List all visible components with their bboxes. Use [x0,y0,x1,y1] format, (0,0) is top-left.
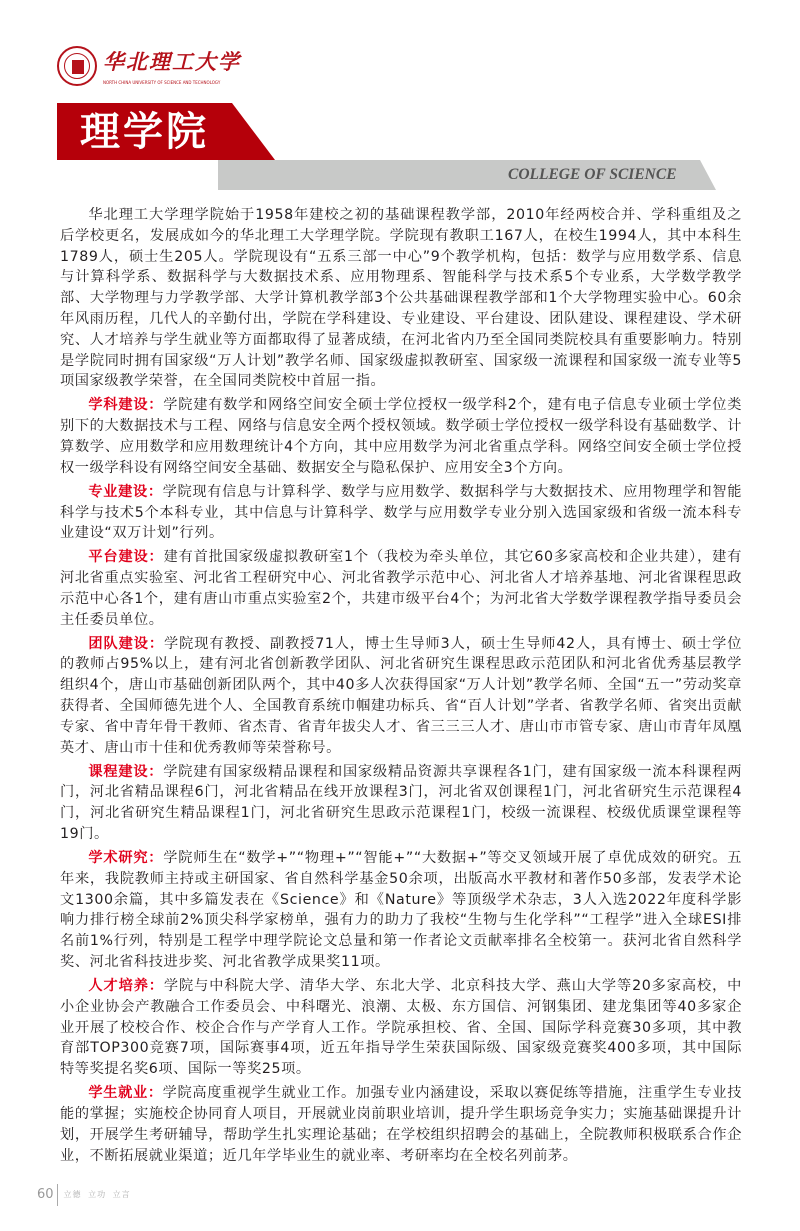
page-subtitle: COLLEGE OF SCIENCE [508,166,677,183]
page-footer [37,1170,800,1206]
intro-paragraph: 华北理工大学理学院始于1958年建校之初的基础课程教学部，2010年经两校合并、学科重组及之后学校更名，发展成如今的华北理工大学理学院。学院现有教职工167人，在校生1994人，其中本科生1789人，硕士生205人。学院现设有“五系三部一中心”9个教学机构，包括：数学与应用数学系、信息与计算科学系、数据科学与大数据技术系、应用物理系、智能科学与技术系5个专业系，大学数学教学部、大学物理与力学教学部、大学计算机教学部3个公共基础课程教学部和1个大学物理实验中心。60余年风雨历程，几代人的辛勤付出，学院在学科建设、专业建设、平台建设、团队建设、课程建设、学术研究、人才培养与学生就业等方面都取得了显著成绩，在河北省内乃至全国同类院校具有重要影响力。特别是学院同时拥有国家级“万人计划”教学名师、国家级虚拟教研室、国家级一流课程和国家级一流专业等5项国家级教学荣誉，在全国同类院校中首屈一指。 [60,207,742,390]
page-title: 理学院 [80,109,209,155]
section-paragraph [60,395,742,478]
university-logo [57,46,241,86]
section-text: 学院建有数学和网络空间安全硕士学位授权一级学科2个，建有电子信息专业硕士学位类别下的大数据技术与工程、网络与信息安全两个授权领域。数学硕士学位授权一级学科设有基础数学、计算数学、应用数学和应用数理统计4个方向，其中应用数学为河北省重点学科。网络空间安全硕士学位授权一级学科设有网络空间安全基础、数据安全与隐私保护、应用安全3个方向。 [60,397,742,476]
section-text: 学院现有信息与计算科学、数学与应用数学、数据科学与大数据技术、应用物理学和智能科学与技术5个本科专业，其中信息与计算科学、数学与应用数学专业分别入选国家级和省级一流本科专业建设“双万计划”行列。 [60,483,742,542]
section-label: 学生就业： [88,1085,163,1102]
footer-divider [57,1184,58,1206]
section-paragraph [60,482,742,544]
logo-chinese-name: 华北理工大学 [103,48,241,74]
section-label: 课程建设： [88,763,164,780]
section-paragraph [60,848,742,973]
section-text: 学院现有教授、副教授71人，博士生导师3人，硕士生导师42人，具有博士、硕士学位的教师占95%以上，建有河北省创新教学团队、河北省研究生课程思政示范团队和河北省优秀基层教学组织4个，唐山市基础创新团队两个，其中40多人次获得国家“万人计划”教学名师、全国“五一”劳动奖章获得者、全国师德先进个人、全国教育系统巾帼建功标兵、省“百人计划”学者、省教学名师、省突出贡献专家、省中青年骨干教师、省杰青、省青年拔尖人才、省三三三人才、唐山市市管专家、唐山市青年凤凰英才、唐山市十佳和优秀教师等荣誉称号。 [60,635,742,756]
page-number: 60 [37,1186,54,1202]
section-text: 学院与中科院大学、清华大学、东北大学、北京科技大学、燕山大学等20多家高校，中小企业协会产教融合工作委员会、中科曙光、浪潮、太极、东方国信、河钢集团、建龙集团等40多家企业开展了校校合作、校企合作与产学育人工作。学院承担校、省、全国、国际学科竞赛30多项，其中教育部TOP300竞赛7项，国际赛事4项，近五年指导学生荣获国际级、国家级竞赛奖400多项，其中国际特等奖提名奖6项、国际一等奖25项。 [60,978,742,1078]
section-paragraph [60,762,742,845]
section-text: 学院高度重视学生就业工作。加强专业内涵建设，采取以赛促练等措施，注重学生专业技能的掌握；实施校企协同育人项目，开展就业岗前职业培训，提升学生职场竞争实力；实施基础课提升计划，开展学生考研辅导，帮助学生扎实理论基础；在学校组织招聘会的基础上，全院教师积极联系合作企业，不断拓展就业渠道；近几年学毕业生的就业率、考研率均在全校名列前茅。 [60,1085,742,1164]
section-text: 学院师生在“数学+”“物理+”“智能+”“大数据+”等交叉领域开展了卓优成效的研究。五年来，我院教师主持或主研国家、省自然科学基金50余项，出版高水平教材和著作50多部，发表学术论文1300余篇，其中多篇发表在《Science》和《Nature》等顶级学术杂志，3人入选2022年度科学影响力排行榜全球前2%顶尖科学家榜单，强有力的助力了我校“生物与生化学科”“工程学”进入全球ESI排名前1%行列，特别是工程学中理学院论文总量和第一作者论文贡献率排名全校第一。获河北省自然科学奖、河北省科技进步奖、河北省教学成果奖11项。 [60,850,742,971]
section-paragraph [60,634,742,759]
university-seal-icon [57,46,97,86]
section-text: 学院建有国家级精品课程和国家级精品资源共享课程各1门，建有国家级一流本科课程两门，河北省精品课程6门，河北省精品在线开放课程3门，河北省双创课程1门，河北省研究生示范课程4门，河北省研究生精品课程1门，河北省研究生思政示范课程1门，校级一流课程、校级优质课堂课程等19门。 [60,763,742,843]
footer-motto: 立德 立功 立言 [63,1189,131,1199]
section-paragraph [60,976,742,1080]
article-body [60,205,742,1170]
logo-english-name: NORTH CHINA UNIVERSITY OF SCIENCE AND TECHNOLOGY [103,79,221,85]
section-label: 平台建设： [88,549,164,566]
section-label: 团队建设： [88,635,164,652]
section-text: 建有首批国家级虚拟教研室1个（我校为牵头单位，其它60多家高校和企业共建），建有河北省重点实验室、河北省工程研究中心、河北省教学示范中心、河北省人才培养基地、河北省课程思政示范中心各1个，建有唐山市重点实验室2个，共建市级平台4个；为河北省大学数学课程教学指导委员会主任委员单位。 [60,549,742,628]
section-label: 学科建设： [88,397,164,414]
section-label: 专业建设： [88,483,163,500]
section-label: 人才培养： [88,978,164,994]
section-label: 学术研究： [88,850,164,867]
section-paragraph [60,1083,742,1166]
section-paragraph [60,547,742,630]
